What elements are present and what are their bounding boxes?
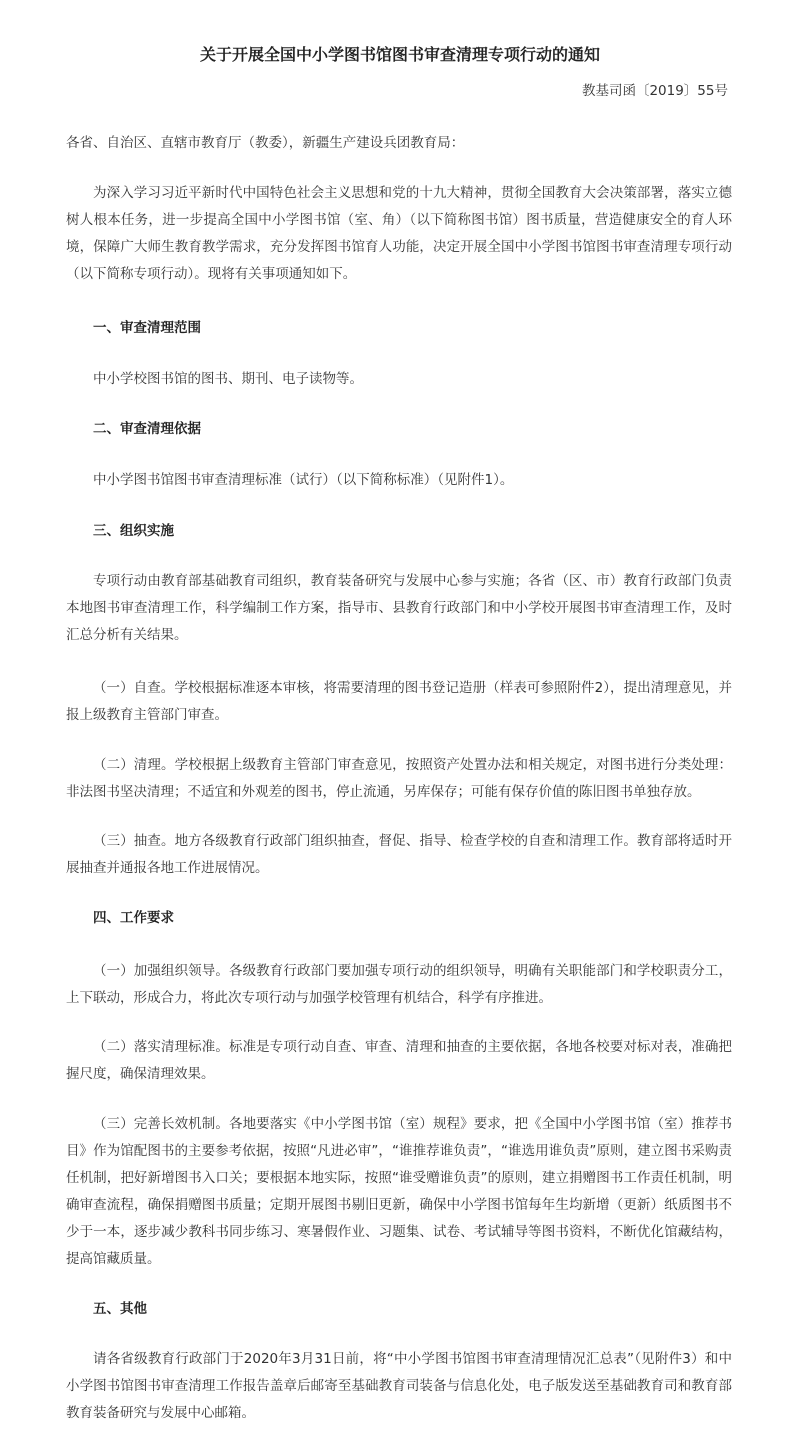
- section-3-paragraph-4: （三）抽查。地方各级教育行政部门组织抽查，督促、指导、检查学校的自查和清理工作。教育部将适时开展抽查并通报各地工作进展情况。: [66, 833, 732, 876]
- section-heading-2: 二、审查清理依据: [93, 421, 201, 437]
- section-4-paragraph-2: （二）落实清理标准。标准是专项行动自查、审查、清理和抽查的主要依据，各地各校要对标对表，准确把握尺度，确保清理效果。: [66, 1039, 732, 1082]
- section-2-paragraph-1: 中小学图书馆图书审查清理标准（试行）（以下简称标准）（见附件1）。: [93, 472, 514, 488]
- section-heading-3: 三、组织实施: [93, 523, 174, 539]
- section-heading-5: 五、其他: [93, 1301, 147, 1317]
- intro-paragraph: 为深入学习习近平新时代中国特色社会主义思想和党的十九大精神，贯彻全国教育大会决策部署，落实立德树人根本任务，进一步提高全国中小学图书馆（室、角）（以下简称图书馆）图书质量，营造健康安全的育人环境，保障广大师生教育教学需求，充分发挥图书馆育人功能，决定开展全国中小学图书馆图书审查清理专项行动（以下简称专项行动）。现将有关事项通知如下。: [66, 185, 732, 282]
- section-3-paragraph-1: 专项行动由教育部基础教育司组织，教育装备研究与发展中心参与实施；各省（区、市）教育行政部门负责本地图书审查清理工作，科学编制工作方案，指导市、县教育行政部门和中小学校开展图书审查清理工作，及时汇总分析有关结果。: [66, 573, 732, 643]
- section-3-paragraph-3: （二）清理。学校根据上级教育主管部门审查意见，按照资产处置办法和相关规定，对图书进行分类处理：非法图书坚决清理；不适宜和外观差的图书，停止流通，另库保存；可能有保存价值的陈旧图书单独存放。: [66, 757, 732, 800]
- section-heading-4: 四、工作要求: [93, 910, 174, 926]
- section-4-paragraph-1: （一）加强组织领导。各级教育行政部门要加强专项行动的组织领导，明确有关职能部门和学校职责分工，上下联动，形成合力，将此次专项行动与加强学校管理有机结合，科学有序推进。: [66, 963, 732, 1006]
- section-1-paragraph-1: 中小学校图书馆的图书、期刊、电子读物等。: [93, 371, 363, 387]
- document-number: 教基司函〔2019〕55号: [581, 83, 728, 99]
- section-3-paragraph-2: （一）自查。学校根据标准逐本审核，将需要清理的图书登记造册（样表可参照附件2），提出清理意见，并报上级教育主管部门审查。: [66, 680, 732, 723]
- document-title: 关于开展全国中小学图书馆图书审查清理专项行动的通知: [199, 45, 600, 64]
- section-heading-1: 一、审查清理范围: [93, 320, 201, 336]
- salutation: 各省、自治区、直辖市教育厅（教委），新疆生产建设兵团教育局：: [66, 135, 465, 151]
- section-5-paragraph-1: 请各省级教育行政部门于2020年3月31日前，将“中小学图书馆图书审查清理情况汇总表”（见附件3）和中小学图书馆图书审查清理工作报告盖章后邮寄至基础教育司装备与信息化处，电子版发送至基础教育司和教育部教育装备研究与发展中心邮箱。: [66, 1351, 732, 1421]
- section-4-paragraph-3: （三）完善长效机制。各地要落实《中小学图书馆（室）规程》要求，把《全国中小学图书馆（室）推荐书目》作为馆配图书的主要参考依据，按照“凡进必审”，“谁推荐谁负责”，“谁选用谁负责”原则，建立图书采购责任机制，把好新增图书入口关；要根据本地实际，按照“谁受赠谁负责”的原则，建立捐赠图书工作责任机制，明确审查流程，确保捐赠图书质量；定期开展图书剔旧更新，确保中小学图书馆每年生均新增（更新）纸质图书不少于一本，逐步减少教科书同步练习、寒暑假作业、习题集、试卷、考试辅导等图书资料，不断优化馆藏结构，提高馆藏质量。: [66, 1116, 732, 1267]
